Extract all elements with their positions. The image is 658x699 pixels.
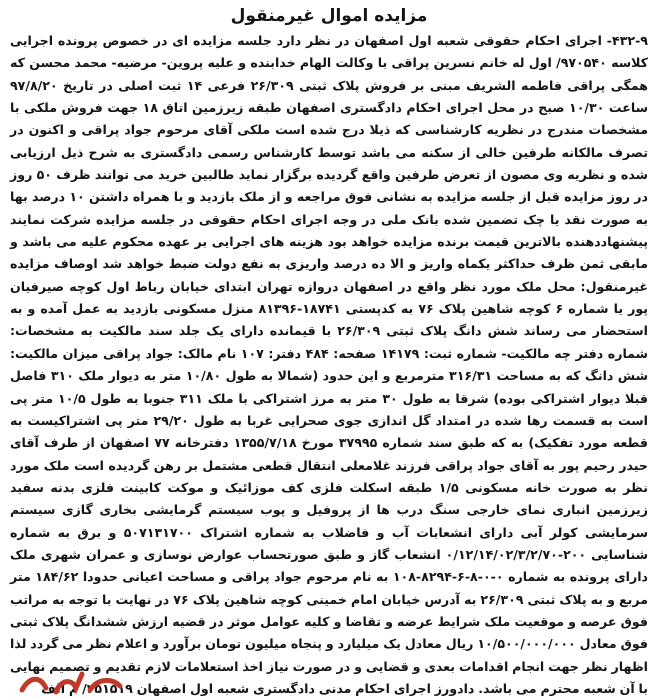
red-stamp-mark (16, 670, 126, 696)
notice-body: ۴۳۲-۹- اجرای احکام حقوقی شعبه اول اصفهان در نظر دارد جلسه مزایده ای در خصوص پرونده اجرایی کلاسه ۹۷۰۵۴۰/ اول له خانم نسرین پراقی با وکالت الهام خدابنده و علیه پروین- مرضیه- محمد محسن که همگی پراقی فاطمه الشریف مبنی بر فروش پلاک ثبتی ۲۶/۳۰۹ فرعی ۱۴ ثبت اصلی در تاریخ ۹۷/۸/۲۰ ساعت ۱۰/۳۰ صبح در محل اجرای احکام دادگستری اصفهان طبقه زیرزمین اتاق ۱۸ جهت فروش ملکی با مشخصات مندرج در نظریه کارشناسی که ذیلا درج شده است ملکی آقای مرحوم جواد پراقی و اکنون در تصرف مالکانه طرفین خالی از سکنه می باشد توسط کارشناس رسمی دادگستری به شرح ذیل ارزیابی شده و نظریه وی مصون از تعرض طرفین واقع گردیده برگزار نماید طالبین خرید می توانند ظرف ۵۰ روز در روز مزایده قبل از جلسه مزایده به نشانی فوق مراجعه و از ملک بازدید و با همراه داشتن ۱۰ درصد بها به صورت نقد یا چک تضمین شده بانک ملی در وجه اجرای احکام حقوقی در جلسه مزایده شرکت نمایند پیشنهاددهنده بالاترین قیمت برنده مزایده خواهد بود هزینه های اجرایی بر عهده محکوم علیه می باشد و مابقی ثمن ظرف حداکثر یکماه واریز و الا ده درصد واریزی به نفع دولت ضبط خواهد شد اوصاف مزایده غیرمنقول: محل ملک مورد نظر واقع در اصفهان دروازه تهران ابتدای خیابان رباط اول کوچه صیرفیان پور یا شماره ۶ کوچه شاهین پلاک ۷۶ به کدپستی ۱۸۷۴۱-۸۱۳۹۶ منزل مسکونی بازدید به عمل آمده و به استحضار می رساند شش دانگ پلاک ثبتی ۲۶/۳۰۹ با قیمانده دارای یک جلد سند مالکیت به مشخصات: شماره دفتر چه مالکیت- شماره ثبت: ۱۴۱۷۹ صفحه: ۴۸۴ دفتر: ۱۰۷ نام مالک: جواد پراقی میزان مالکیت: شش دانگ که به مساحت ۳۱۶/۳۱ مترمربع و این حدود (شمالا به طول ۱۰/۸۰ متر به دیوار ملک ۳۱۰ فاصل قبلا دیوار اشتراکی بوده) شرقا به طول ۳۰ متر به مرز اشتراکی با ملک ۳۱۱ جنوبا به طول ۱۰/۵ متر پی است به قسمت رها شده در امتداد گل اندازی جوی صحرایی غربا به طول ۲۹/۲۰ متر پی اشتراکیست به قطعه مورد تفکیک) به که طبق سند شماره ۳۷۹۹۵ مورخ ۱۳۵۵/۷/۱۸ دفترخانه ۷۷ اصفهان از طرف آقای حیدر رحیم پور به آقای جواد پراقی فرزند غلامعلی انتقال قطعی مشتمل بر رهن گردیده است ملک مورد نظر به صورت خانه مسکونی ۱/۵ طبقه اسکلت فلزی کف موزائیک و موکت کابینت فلزی بدنه سفید زیرزمین انباری نمای خارجی سنگ درب ها از پروفیل و پوب سیستم گرمایشی بخاری گازی سیستم سرمایشی کولر آبی دارای انشعابات آب و فاضلاب به شماره اشتراک ۵۰۷۱۳۱۷۰۰ و برق به شماره شناسایی ۲۰۰-۰/۱۲/۱۴/۰۲/۳/۲/۷۰ انشعاب گاز و طبق صورتحساب عوارض نوسازی و عمران شهری ملک دارای پرونده به شماره ۰-۰-۸-۶-۸۲۹۴-۱۰۸ به نام مرحوم جواد پراقی و مساحت اعیانی حدودا ۱۸۴/۶۲ متر مربع و به پلاک ثبتی ۲۶/۳۰۹ به آدرس خیابان امام خمینی کوچه شاهین پلاک ۷۶ در نهایت با توجه به مراتب فوق عرصه و موقعیت ملک شرایط عرضه و تقاضا و کلیه عوامل موثر در قضیه ارزش ششدانگ پلاک ثبتی فوق معادل ۱۰/۵۰۰/۰۰۰/۰۰۰ ریال معادل یک میلیارد و پنجاه میلیون تومان برآورد و اعلام نظر می گردد لذا اظهار نظر جهت انجام اقدامات بعدی و قضایی و در صورت نیاز اخذ استعلامات لازم تقدیم و تصمیم نهایی با آن شعبه محترم می باشد. دادورز اجرای احکام مدنی دادگستری شعبه اول اصفهان ۲۵۱۵۱۹/ م الف (10, 33, 649, 696)
legal-notice (6, 4, 652, 696)
notice-title: مزایده اموال غیرمنقول (230, 6, 428, 26)
